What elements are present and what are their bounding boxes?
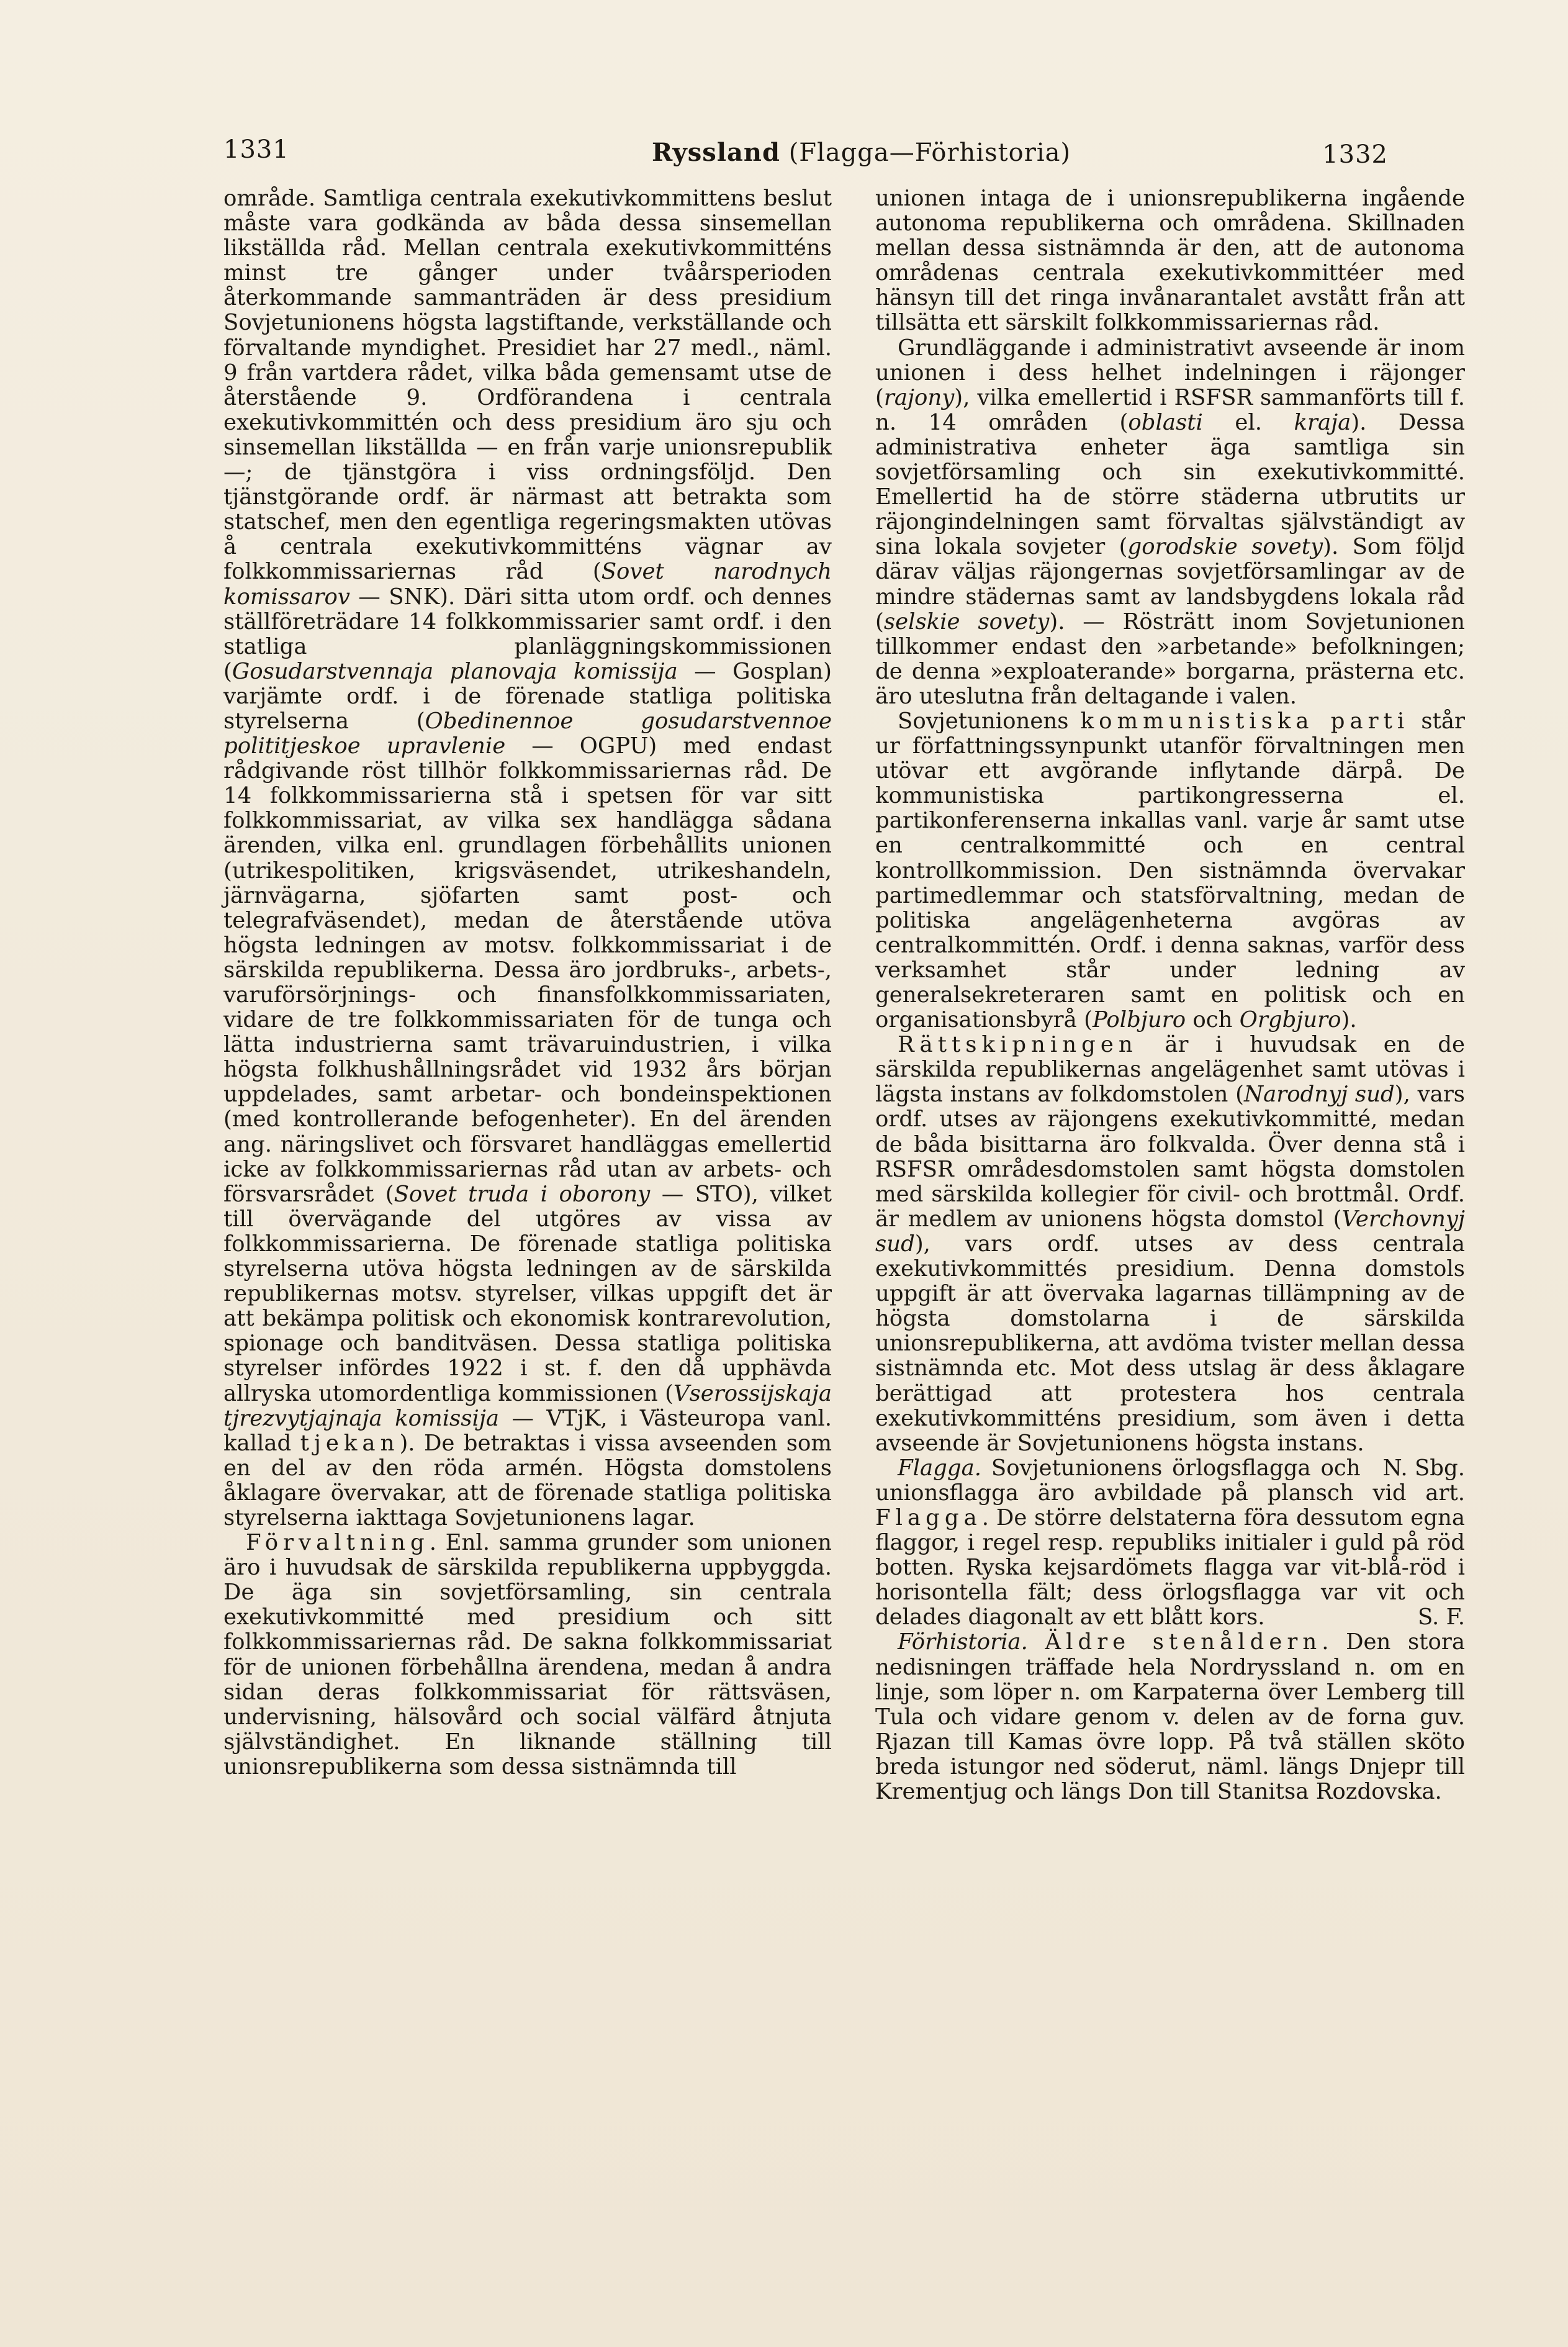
text-segment: Sovjetunionens: [898, 708, 1081, 734]
italic-term: gorodskie sovety: [1127, 534, 1323, 560]
paragraph-forvaltning: [223, 1531, 832, 1779]
left-column: [223, 186, 832, 1779]
spaced-term: kommunistiska parti: [1080, 708, 1410, 734]
paragraph-government: [223, 186, 832, 1531]
italic-term: Narodnyj sud: [1244, 1082, 1395, 1108]
text-segment: — Gosplan) varjämte ordf. i de förenade statliga politiska styrelserna (: [223, 658, 832, 734]
text-segment: ). — Rösträtt inom Sovjetunionen tillkommer endast den »arbetande» befolkningen; de denna »exploaterande» borgarna, prästerna etc. äro uteslutna från deltagande i valen.: [875, 608, 1466, 709]
text-segment: är i huvudsak en de särskilda republikernas angelägenhet samt utövas i lägsta instans av folkdomstolen (: [875, 1032, 1465, 1108]
italic-term: Orgbjuro: [1239, 1007, 1341, 1033]
text-segment: Sovjetunionens örlogsflagga och unionsflagga äro avbildade på plansch vid art.: [875, 1455, 1465, 1506]
page-number-right: 1332: [1322, 140, 1388, 169]
paragraph-party: [875, 709, 1465, 1033]
text-segment: ). Som följd därav väljas räjongernas sovjetförsamlingar av de mindre städernas samt av landsbygdens lokala råd (: [875, 534, 1465, 635]
paragraph-administration: [875, 336, 1465, 709]
spaced-term: Äldre stenåldern: [1045, 1629, 1322, 1655]
text-segment: ). Dessa administrativa enheter äga samtliga sin sovjetförsamling och sin exekutivkommitté. Emellertid ha de större städerna utbrutits ur räjongindelningen samt förvaltas självständigt av sina lokala sovjeter (: [875, 409, 1466, 560]
italic-term: Sovet narodnych komissarov: [223, 559, 832, 610]
text-segment: . Enl. samma grunder som unionen äro i huvudsak de särskilda republikerna uppbyggda. De äga sin sovjetförsamling, sin centrala exekutivkommitté med presidium och sitt folkkommissariernas råd. De sakna folkkommissariat för de unionen förbehållna ärendena, medan å andra sidan deras folkkommissariat för rättsväsen, undervisning, hälsovård och social välfärd åtnjuta självständighet. En liknande ställning till unionsrepublikerna som dessa sistnämnda till: [223, 1530, 832, 1779]
italic-term: selskie sovety: [883, 608, 1050, 635]
text-segment: — STO), vilket till övervägande del utgöres av vissa av folkkommissarierna. De förenade statliga politiska styrelserna utöva högsta ledningen av de särskilda republikernas motsv. styrelser, vilkas uppgift det är att bekämpa politisk och ekonomisk kontrarevolution, spionage och banditväsen. Dessa statliga politiska styrelser infördes 1922 i st. f. den då upphävda allryska utomordentliga kommissionen (: [223, 1181, 832, 1406]
text-segment: står ur författningssynpunkt utanför förvaltningen men utövar ett avgörande inflytande därpå. De kommunistiska partikongresserna el. partikonferenserna inkallas vanl. varje år samt utse en centralkommitté och en central kontrollkommission. Den sistnämnda övervakar partimedlemmar och statsförvaltning, medan de politiska angelägenheterna avgöras av centralkommittén. Ordf. i denna saknas, varför dess verksamhet står under ledning av generalsekreteraren samt en politisk och en organisationsbyrå (: [875, 708, 1465, 1033]
italic-term: Verchovnyj sud: [875, 1206, 1465, 1257]
section-heading-rattskipning: Rättskipningen: [898, 1032, 1138, 1058]
section-heading-forhistoria: Förhistoria.: [898, 1629, 1028, 1655]
italic-term: rajony: [883, 384, 955, 410]
text-segment: och: [1186, 1007, 1240, 1033]
paragraph-autonomous: unionen intaga de i unionsrepublikerna ingående autonoma republikerna och områdena. Skillnaden mellan dessa sistnämnda är den, att de autonoma områdenas centrala exekutivkommittéer med hänsyn till det ringa invånarantalet avstått från att tillsätta ett särskilt folkkommissariernas råd.: [875, 186, 1465, 336]
text-segment: — VTjK, i Västeuropa vanl. kallad: [223, 1405, 832, 1456]
text-segment: el.: [1202, 409, 1294, 435]
italic-term: kraja: [1294, 409, 1351, 435]
text-segment: ), vars ordf. utses av räjongens exekutivkommitté, medan de båda bisittarna äro folkvalda. Över denna stå i RSFSR områdesdomstolen samt högsta domstolen med särskilda kollegier för civil- och brottmål. Ordf. är medlem av unionens högsta domstol (: [875, 1082, 1466, 1232]
italic-term: oblasti: [1128, 409, 1203, 435]
paragraph-forhistoria: [875, 1630, 1465, 1804]
text-segment: ).: [1341, 1007, 1357, 1033]
running-header: [223, 135, 1388, 173]
text-segment: . De större delstaterna föra dessutom egna flaggor, i regel resp. republiks initialer i guld på röd botten. Ryska kejsardömets flagga var vit-blå-röd i horisontella fält; dess örlogsflagga var vit och delades diagonalt av ett blått kors.: [875, 1504, 1465, 1630]
paragraph-flagga: [875, 1456, 1465, 1630]
text-segment: . Den stora nedisningen träffade hela Nordryssland n. om en linje, som löper n. om Karpaterna över Lemberg till Tula och vidare genom v. delen av de forna guv. Rjazan till Kamas övre lopp. På två ställen sköto breda istungor ned söderut, näml. längs Dnjepr till Krementjug och längs Don till Stanitsa Rozdovska.: [875, 1629, 1465, 1804]
text-segment: Grundläggande i administrativt avseende är inom unionen i dess helhet indelningen i räjonger (: [875, 335, 1465, 410]
text-segment: ), vilka emellertid i RSFSR sammanförts till f. n. 14 områden (: [875, 384, 1465, 435]
text-segment: — SNK). Däri sitta utom ordf. och dennes ställföreträdare 14 folkkommissarier samt ordf. i den statliga planläggningskommissionen (: [223, 584, 832, 684]
text-segment: ), vars ordf. utses av dess centrala exekutivkommittés presidium. Denna domstols uppgift är att övervaka lagarnas tillämpning av de högsta domstolarna i de särskilda unionsrepublikerna, att avdöma tvister mellan dessa sistnämnda etc. Mot dess utslag är dess åklagare berättigad att protestera hos centrala exekutivkommitténs presidium, som även i detta avseende är Sovjetunionens högsta instans.: [875, 1231, 1465, 1456]
running-title: [652, 138, 1071, 167]
italic-term: Polbjuro: [1092, 1007, 1186, 1033]
section-heading-forvaltning: Förvaltning: [246, 1530, 430, 1556]
author-signature: S. F.: [1417, 1604, 1465, 1630]
italic-term: Obedinennoe gosudarstvennoe polititjeskoe upravlenie: [223, 708, 832, 759]
text-segment: [1028, 1629, 1045, 1655]
page-number-left: 1331: [223, 135, 289, 164]
text-segment: — OGPU) med endast rådgivande röst tillhör folkkommissariernas råd. De 14 folkkommissarierna stå i spetsen för var sitt folkkommissariat, av vilka sex handlägga sådana ärenden, vilka enl. grundlagen förbehållits unionen (utrikespolitiken, krigsväsendet, utrikeshandeln, järnvägarna, sjöfarten samt post- och telegrafväsendet), medan de återstående utöva högsta ledningen av motsv. folkkommissariat i de särskilda republikerna. Dessa äro jordbruks-, arbets-, varuförsörjnings- och finansfolkkommissariaten, vidare de tre folkkommissariaten för de tunga och lätta industrierna samt trävaruindustrien, i vilka högsta folkhushållningsrådet vid 1932 års början uppdelades, samt arbetar- och bondeinspektionen (med kontrollerande befogenheter). En del ärenden ang. näringslivet och försvaret handläggas emellertid icke av folkkommissariernas råd utan av arbets- och försvarsrådet (: [223, 733, 832, 1207]
running-title-sub: (Flagga—Förhistoria): [780, 138, 1071, 167]
author-signature: N. Sbg.: [1382, 1455, 1465, 1481]
section-heading-flagga: Flagga.: [898, 1455, 982, 1481]
italic-term: Gosudarstvennaja planovaja komissija: [232, 658, 678, 684]
text-segment: område. Samtliga centrala exekutivkommittens beslut måste vara godkända av båda dessa sinsemellan likställda råd. Mellan centrala exekutivkommitténs minst tre gånger under tvåårsperioden återkommande sammanträden är dess presidium Sovjetunionens högsta lagstiftande, verkställande och förvaltande myndighet. Presidiet har 27 medl., näml. 9 från vartdera rådet, vilka båda gemensamt utse de återstående 9. Ordförandena i centrala exekutivkommittén och dess presidium äro sju och sinsemellan likställda — en från varje unionsrepublik —; de tjänstgöra i viss ordningsföljd. Den tjänstgörande ordf. är närmast att betrakta som statschef, men den egentliga regeringsmakten utövas å centrala exekutivkommitténs vägnar av folkkommissariernas råd (: [223, 186, 832, 585]
right-column: [875, 186, 1465, 1804]
spaced-term: tjekan: [300, 1430, 400, 1456]
italic-term: Sovet truda i oborony: [394, 1181, 651, 1207]
italic-term: Vserossijskaja tjrezvytjajnaja komissija: [223, 1380, 832, 1431]
spaced-term: Flagga: [875, 1504, 982, 1531]
text-segment: ). De betraktas i vissa avseenden som en del av den röda armén. Högsta domstolens åklagare övervakar, att de förenade statliga politiska styrelserna iakttaga Sovjetunionens lagar.: [223, 1430, 832, 1531]
running-title-main: Ryssland: [652, 138, 780, 167]
